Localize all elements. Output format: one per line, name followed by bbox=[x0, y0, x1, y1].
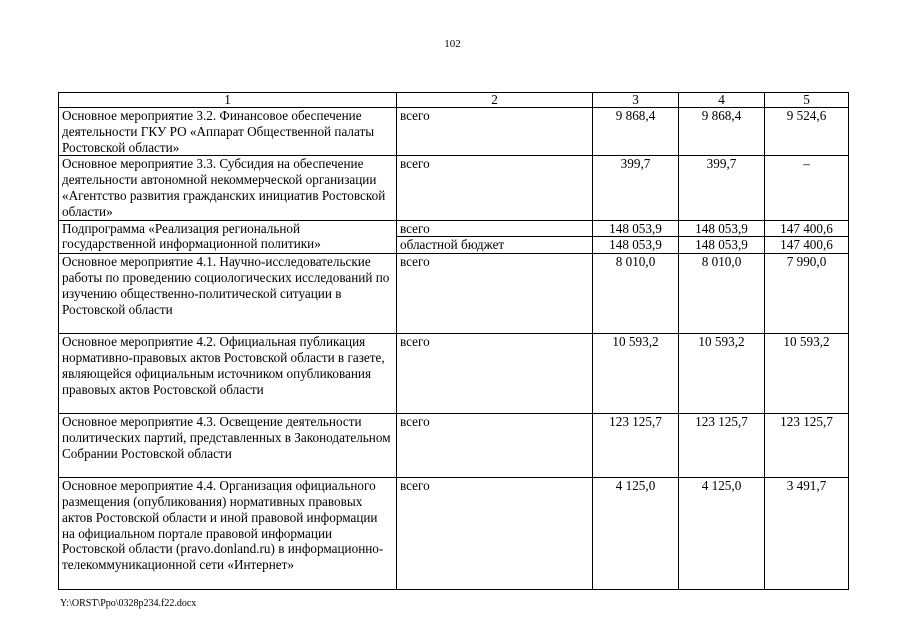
source-cell: всего bbox=[397, 414, 593, 478]
column-header-1: 1 bbox=[59, 93, 397, 108]
value-cell-4: 148 053,9 bbox=[679, 220, 765, 237]
source-cell: всего bbox=[397, 220, 593, 237]
value-cell-5: 10 593,2 bbox=[765, 334, 849, 414]
column-header-5: 5 bbox=[765, 93, 849, 108]
source-cell: областной бюджет bbox=[397, 237, 593, 254]
value-cell-3: 9 868,4 bbox=[593, 108, 679, 156]
source-cell: всего bbox=[397, 334, 593, 414]
value-cell-3: 148 053,9 bbox=[593, 220, 679, 237]
value-cell-4: 399,7 bbox=[679, 156, 765, 220]
column-header-4: 4 bbox=[679, 93, 765, 108]
column-header-3: 3 bbox=[593, 93, 679, 108]
value-cell-3: 10 593,2 bbox=[593, 334, 679, 414]
value-cell-3: 4 125,0 bbox=[593, 478, 679, 590]
value-cell-5: 3 491,7 bbox=[765, 478, 849, 590]
column-header-2: 2 bbox=[397, 93, 593, 108]
value-cell-5: 147 400,6 bbox=[765, 220, 849, 237]
table-row bbox=[59, 478, 849, 590]
value-cell-3: 399,7 bbox=[593, 156, 679, 220]
value-cell-4: 4 125,0 bbox=[679, 478, 765, 590]
table-row bbox=[59, 334, 849, 414]
row-name-cell: Основное мероприятие 4.4. Организация официального размещения (опубликования) нормативных правовых актов Ростовской области и иной правовой информации на официальном портале правовой информации Ростовской области (pravo.donland.ru) в информационно-телекоммуникационной сети «Интернет» bbox=[59, 478, 397, 590]
source-cell: всего bbox=[397, 254, 593, 334]
value-cell-4: 9 868,4 bbox=[679, 108, 765, 156]
row-name-cell: Основное мероприятие 3.3. Субсидия на обеспечение деятельности автономной некоммерческой организации «Агентство развития гражданских инициатив Ростовской области» bbox=[59, 156, 397, 220]
value-cell-4: 123 125,7 bbox=[679, 414, 765, 478]
page-number: 102 bbox=[444, 38, 461, 50]
table-row bbox=[59, 156, 849, 220]
table-row bbox=[59, 108, 849, 156]
source-cell: всего bbox=[397, 156, 593, 220]
source-cell: всего bbox=[397, 478, 593, 590]
table-row bbox=[59, 220, 849, 237]
value-cell-3: 148 053,9 bbox=[593, 237, 679, 254]
row-name-cell: Основное мероприятие 4.3. Освещение деятельности политических партий, представленных в Законодательном Собрании Ростовской области bbox=[59, 414, 397, 478]
table-row bbox=[59, 254, 849, 334]
value-cell-5: 123 125,7 bbox=[765, 414, 849, 478]
row-name-cell: Основное мероприятие 4.1. Научно-исследовательские работы по проведению социологических исследований по изучению общественно-политической ситуации в Ростовской области bbox=[59, 254, 397, 334]
value-cell-5: – bbox=[765, 156, 849, 220]
value-cell-4: 8 010,0 bbox=[679, 254, 765, 334]
budget-table bbox=[58, 92, 849, 590]
row-name-cell: Подпрограмма «Реализация региональной государственной информационной политики» bbox=[59, 220, 397, 254]
source-cell: всего bbox=[397, 108, 593, 156]
value-cell-3: 8 010,0 bbox=[593, 254, 679, 334]
row-name-cell: Основное мероприятие 3.2. Финансовое обеспечение деятельности ГКУ РО «Аппарат Общественной палаты Ростовской области» bbox=[59, 108, 397, 156]
row-name-cell: Основное мероприятие 4.2. Официальная публикация нормативно-правовых актов Ростовской области в газете, являющейся официальным источником опубликования правовых актов Ростовской области bbox=[59, 334, 397, 414]
value-cell-4: 10 593,2 bbox=[679, 334, 765, 414]
header-row bbox=[59, 93, 849, 108]
value-cell-4: 148 053,9 bbox=[679, 237, 765, 254]
value-cell-5: 147 400,6 bbox=[765, 237, 849, 254]
value-cell-5: 7 990,0 bbox=[765, 254, 849, 334]
value-cell-5: 9 524,6 bbox=[765, 108, 849, 156]
value-cell-3: 123 125,7 bbox=[593, 414, 679, 478]
document-file-path: Y:\ORST\Ppo\0328p234.f22.docx bbox=[60, 598, 197, 609]
table-row bbox=[59, 414, 849, 478]
